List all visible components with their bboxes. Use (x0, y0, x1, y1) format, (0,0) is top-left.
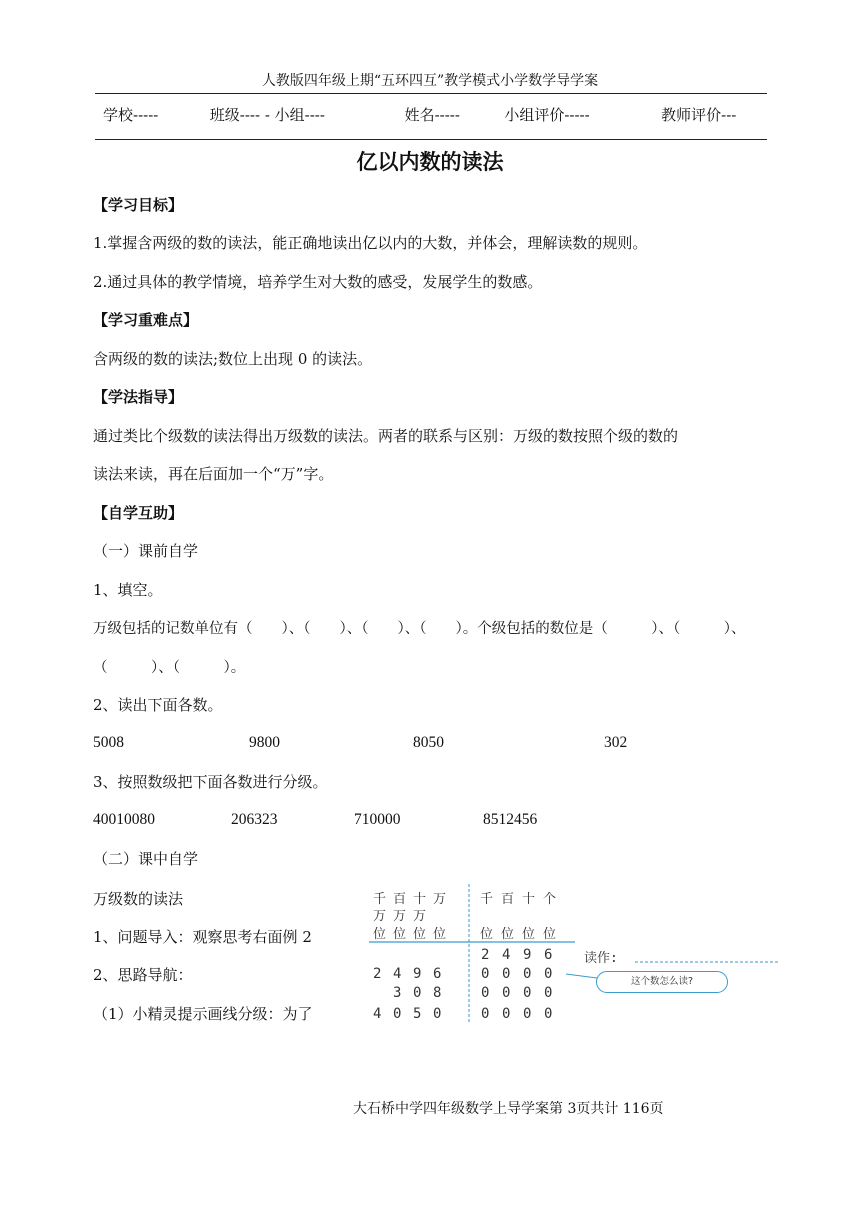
pv-header-cell: 位 (373, 927, 387, 942)
objectives-heading: 【学习目标】 (93, 196, 184, 214)
header-rule-top (95, 93, 767, 94)
pv-digit: 0 (502, 966, 511, 982)
method-heading: 【学法指导】 (93, 388, 184, 406)
pv-digit: 6 (433, 966, 442, 982)
pv-digit: 0 (502, 985, 511, 1001)
pv-digit: 0 (544, 985, 553, 1001)
pv-digit: 3 (393, 985, 402, 1001)
read-number: 9800 (249, 734, 280, 751)
school-field: 学校----- (103, 106, 159, 124)
pv-digit: 5 (413, 1006, 422, 1022)
pv-header-cell: 位 (393, 927, 407, 942)
pv-digit: 8 (433, 985, 442, 1001)
pv-digit: 0 (523, 1006, 532, 1022)
read-as-label: 读作: (584, 951, 618, 966)
pv-lines (365, 880, 785, 1030)
pv-digit: 9 (523, 947, 532, 963)
pv-digit: 9 (413, 966, 422, 982)
name-field: 姓名----- (404, 106, 460, 124)
fill-blank-line: 万级包括的记数单位有（ ）、（ ）、（ ）、（ ）。个级包括的数位是（ ）、（ ）、 (93, 621, 746, 637)
class-group-field: 班级---- - 小组---- (209, 106, 325, 124)
pv-header-cell: 位 (433, 927, 447, 942)
pv-header-cell: 千 (480, 892, 494, 907)
question-three: 3、按照数级把下面各数进行分级。 (93, 773, 328, 791)
key-points-heading: 【学习重难点】 (93, 311, 199, 329)
pv-digit: 0 (523, 966, 532, 982)
method-line: 读法来读，再在后面加一个“万”字。 (93, 465, 334, 483)
pv-header-cell: 十 (522, 892, 536, 907)
pv-header-cell: 万 (393, 909, 407, 924)
pv-digit: 0 (413, 985, 422, 1001)
classify-number: 8512456 (483, 811, 538, 828)
pv-digit: 6 (544, 947, 553, 963)
pv-header-cell: 万 (413, 909, 427, 924)
question-one: 1、填空。 (93, 581, 163, 599)
pv-digit: 0 (481, 966, 490, 982)
teacher-eval-field: 教师评价--- (661, 106, 737, 124)
group-eval-field: 小组评价----- (504, 106, 590, 124)
pv-digit: 0 (481, 985, 490, 1001)
page-footer: 大石桥中学四年级数学上导学案第 3页共计 116页 (353, 1101, 664, 1117)
pv-header-cell: 万 (433, 892, 447, 907)
pv-header-cell: 千 (373, 892, 387, 907)
pv-header-cell: 个 (543, 892, 557, 907)
pv-header-cell: 位 (413, 927, 427, 942)
pv-digit: 0 (481, 1006, 490, 1022)
pv-header-cell: 百 (393, 892, 407, 907)
classify-number: 40010080 (93, 811, 155, 828)
pv-digit: 2 (481, 947, 490, 963)
method-line: 通过类比个级数的读法得出万级数的读法。两者的联系与区别：万级的数按照个级的数的 (93, 427, 679, 445)
step-one: 1、问题导入：观察思考右面例 2 (93, 928, 312, 946)
objective-item: 1.掌握含两级的数的读法，能正确地读出亿以内的大数，并体会，理解读数的规则。 (93, 234, 648, 252)
pv-header-cell: 百 (501, 892, 515, 907)
doc-header: 人教版四年级上期“五环四互”教学模式小学数学导学案 (261, 73, 599, 89)
pv-header-cell: 位 (522, 927, 536, 942)
pv-digit: 4 (502, 947, 511, 963)
pv-digit: 0 (544, 1006, 553, 1022)
pv-digit: 0 (502, 1006, 511, 1022)
pv-digit: 0 (433, 1006, 442, 1022)
fill-blank-line: （ ）、（ ）。 (93, 660, 246, 676)
pv-digit: 0 (544, 966, 553, 982)
page-title: 亿以内数的读法 (356, 150, 504, 174)
classify-number: 710000 (354, 811, 401, 828)
read-number: 8050 (413, 734, 444, 751)
pv-header-cell: 万 (373, 909, 387, 924)
pv-digit: 4 (373, 1006, 382, 1022)
pv-digit: 2 (373, 966, 382, 982)
step-three: （1）小精灵提示画线分级：为了 (93, 1005, 313, 1023)
objective-item: 2.通过具体的教学情境，培养学生对大数的感受，发展学生的数感。 (93, 273, 543, 291)
pv-header-cell: 位 (543, 927, 557, 942)
read-number: 5008 (93, 734, 124, 751)
step-two: 2、思路导航： (93, 966, 193, 984)
pv-header-cell: 十 (413, 892, 427, 907)
student-info-row (103, 104, 736, 125)
read-number: 302 (604, 734, 628, 751)
pv-header-cell: 位 (501, 927, 515, 942)
pv-digit: 0 (393, 1006, 402, 1022)
speech-bubble: 这个数怎么读? (596, 971, 728, 993)
self-study-heading: 【自学互助】 (93, 504, 184, 522)
key-points-text: 含两级的数的读法;数位上出现 0 的读法。 (93, 350, 373, 368)
pv-header-cell: 位 (480, 927, 494, 942)
classify-number: 206323 (231, 811, 278, 828)
pv-digit: 0 (523, 985, 532, 1001)
wan-reading-label: 万级数的读法 (93, 890, 184, 908)
pv-digit: 4 (393, 966, 402, 982)
header-rule-bottom (95, 139, 767, 140)
question-two: 2、读出下面各数。 (93, 696, 223, 714)
part-two-label: （二）课中自学 (93, 850, 199, 868)
part-one-label: （一）课前自学 (93, 542, 199, 560)
